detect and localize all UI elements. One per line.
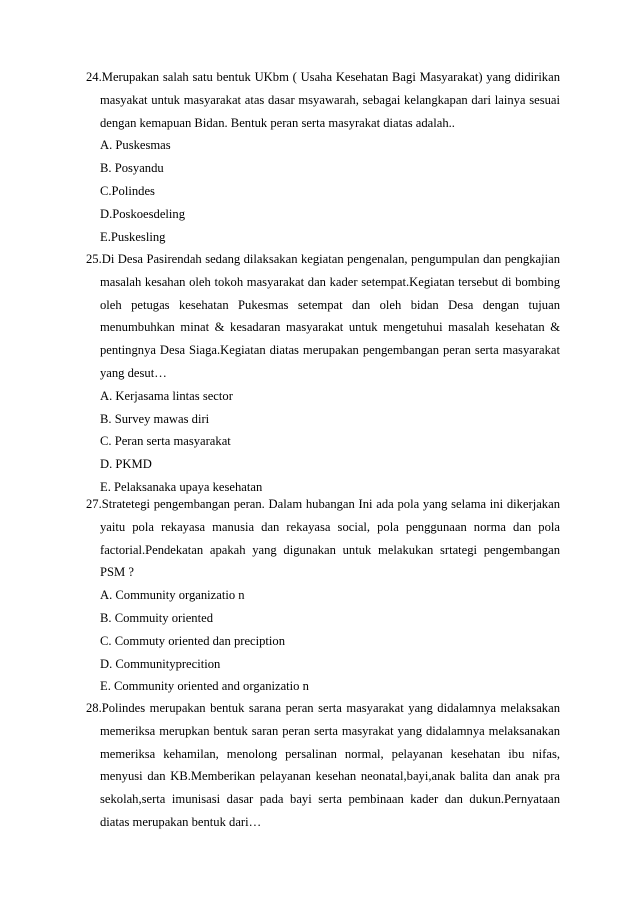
question-stem: 28.Polindes merupakan bentuk sarana peran serta masyarakat yang didalamnya melaksakan memeriksa merupkan bentuk saran peran serta masyrakat yang didalamnya melaksanakan memeriksa kehamilan, menolong persalinan normal, pelayanan kesehatan ibu nifas, menyusi dan KB.Memberikan pelayanan kesehan neonatal,bayi,anak balita dan anak pra sekolah,serta imunisasi dasar pada bayi serta pembinaan kader dan dukun.Pernyataan diatas merupakan bentuk dari… [86, 701, 560, 829]
answer-option-b: B. Survey mawas diri [100, 411, 210, 426]
answer-option-e: E.Puskesling [100, 229, 166, 244]
question-stem: 24.Merupakan salah satu bentuk UKbm ( Usaha Kesehatan Bagi Masyarakat) yang didirikan masyakat untuk masyarakat atas dasar msyawarah, sebagai kelangkapan dari lainya sesuai dengan kemapuan Bidan. Bentuk peran serta masyrakat diatas adalah.. [86, 70, 560, 130]
answer-option-c: C. Peran serta masyarakat [100, 434, 231, 449]
question-stem: 25.Di Desa Pasirendah sedang dilaksakan kegiatan pengenalan, pengumpulan dan pengkajian masalah kesahan oleh tokoh masyarakat dan kader setempat.Kegiatan tersebut di bombing oleh petugas kesehatan Pukesmas setempat dan oleh bidan Desa dengan tujuan menumbuhkan minat & kesadaran masyarakat untuk mengetuhui masalah kesehatan & pentingnya Desa Siaga.Kegiatan diatas merupakan pengembangan peran serta masyarakat yang desut… [86, 252, 560, 380]
answer-option-d: D.Poskoesdeling [100, 206, 186, 221]
question-stem: 27.Stratetegi pengembangan peran. Dalam hubangan Ini ada pola yang selama ini dikerjakan yaitu pola rekayasa manusia dan rekayasa social, pola penggunaan norma dan pola factorial.Pendekatan apakah yang digunakan untuk melakukan srtategi pengembangan PSM ? [86, 497, 560, 580]
answer-option-a: A. Puskesmas [100, 138, 171, 153]
answer-option-b: B. Posyandu [100, 161, 164, 176]
answer-option-d: D. PKMD [100, 457, 152, 472]
answer-option-c: C.Polindes [100, 183, 155, 198]
answer-option-d: D. Communityprecition [100, 656, 221, 671]
answer-option-c: C. Commuty oriented dan preciption [100, 633, 286, 648]
question-25 [86, 248, 560, 499]
answer-option-a: A. Kerjasama lintas sector [100, 388, 233, 403]
answer-option-a: A. Community organizatio n [100, 588, 245, 603]
answer-option-e: E. Community oriented and organizatio n [100, 679, 309, 694]
question-24 [86, 66, 560, 248]
answer-option-e: E. Pelaksanaka upaya kesehatan [100, 479, 263, 494]
question-27 [86, 493, 560, 698]
question-28 [86, 697, 560, 834]
answer-option-b: B. Commuity oriented [100, 610, 213, 625]
